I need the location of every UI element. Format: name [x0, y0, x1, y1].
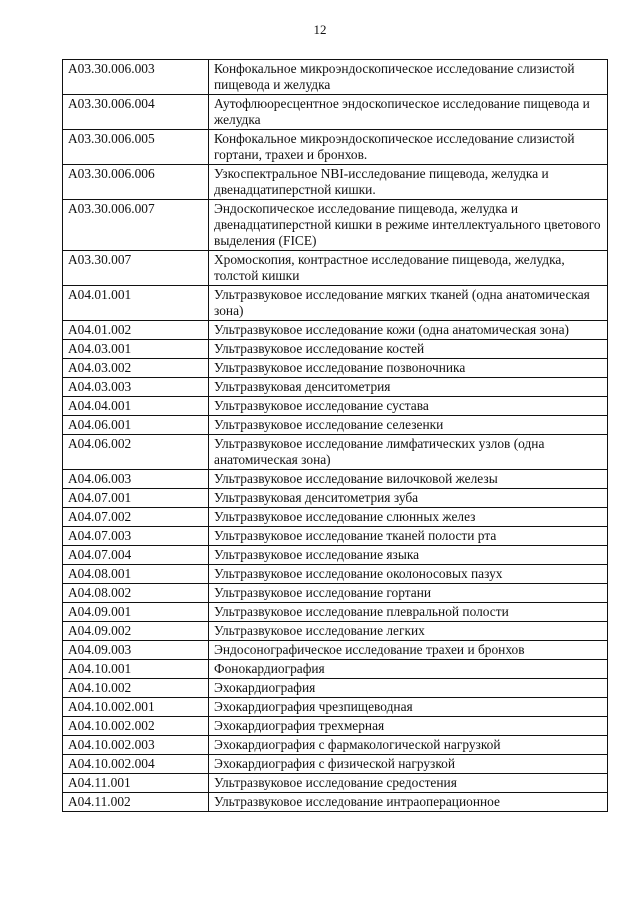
service-name-cell: Ультразвуковое исследование позвоночника	[209, 359, 608, 378]
service-name-cell: Ультразвуковое исследование слюнных желез	[209, 508, 608, 527]
service-name-cell: Ультразвуковое исследование языка	[209, 546, 608, 565]
table-row	[63, 435, 608, 470]
service-code-cell: A04.01.002	[63, 321, 209, 340]
service-name-cell: Ультразвуковое исследование лимфатических узлов (одна анатомическая зона)	[209, 435, 608, 470]
service-code-cell: A04.08.002	[63, 584, 209, 603]
service-name-cell: Ультразвуковое исследование мягких тканей (одна анатомическая зона)	[209, 286, 608, 321]
service-name-cell: Конфокальное микроэндоскопическое исследование слизистой гортани, трахеи и бронхов.	[209, 130, 608, 165]
service-name-cell: Ультразвуковое исследование околоносовых пазух	[209, 565, 608, 584]
service-name-cell: Ультразвуковая денситометрия зуба	[209, 489, 608, 508]
service-name-cell: Эхокардиография	[209, 679, 608, 698]
services-table	[62, 59, 608, 812]
table-row	[63, 416, 608, 435]
table-row	[63, 584, 608, 603]
table-row	[63, 660, 608, 679]
table-row	[63, 527, 608, 546]
service-name-cell: Ультразвуковое исследование селезенки	[209, 416, 608, 435]
table-row	[63, 60, 608, 95]
service-name-cell: Ультразвуковое исследование костей	[209, 340, 608, 359]
service-name-cell: Эхокардиография с физической нагрузкой	[209, 755, 608, 774]
table-row	[63, 359, 608, 378]
service-name-cell: Ультразвуковое исследование легких	[209, 622, 608, 641]
table-row	[63, 130, 608, 165]
service-code-cell: A04.04.001	[63, 397, 209, 416]
service-code-cell: A04.10.002.002	[63, 717, 209, 736]
service-code-cell: A04.10.001	[63, 660, 209, 679]
table-row	[63, 774, 608, 793]
service-name-cell: Аутофлюоресцентное эндоскопическое исследование пищевода и желудка	[209, 95, 608, 130]
table-row	[63, 641, 608, 660]
service-code-cell: A04.11.002	[63, 793, 209, 812]
service-code-cell: A03.30.006.003	[63, 60, 209, 95]
service-code-cell: A04.01.001	[63, 286, 209, 321]
service-name-cell: Узкоспектральное NBI-исследование пищевода, желудка и двенадцатиперстной кишки.	[209, 165, 608, 200]
service-code-cell: A04.11.001	[63, 774, 209, 793]
table-row	[63, 200, 608, 251]
table-row	[63, 565, 608, 584]
service-name-cell: Ультразвуковое исследование вилочковой железы	[209, 470, 608, 489]
service-name-cell: Эндоскопическое исследование пищевода, желудка и двенадцатиперстной кишки в режиме интеллектуального цветового выделения (FICE)	[209, 200, 608, 251]
service-code-cell: A04.07.004	[63, 546, 209, 565]
service-code-cell: A04.10.002.003	[63, 736, 209, 755]
service-code-cell: A04.10.002.004	[63, 755, 209, 774]
table-row	[63, 378, 608, 397]
service-code-cell: A03.30.006.007	[63, 200, 209, 251]
service-name-cell: Ультразвуковая денситометрия	[209, 378, 608, 397]
table-row	[63, 286, 608, 321]
service-code-cell: A04.03.001	[63, 340, 209, 359]
service-code-cell: A03.30.006.004	[63, 95, 209, 130]
service-code-cell: A04.06.001	[63, 416, 209, 435]
table-row	[63, 508, 608, 527]
table-row	[63, 717, 608, 736]
table-row	[63, 321, 608, 340]
service-name-cell: Ультразвуковое исследование тканей полости рта	[209, 527, 608, 546]
table-row	[63, 470, 608, 489]
service-code-cell: A04.09.001	[63, 603, 209, 622]
service-code-cell: A04.06.002	[63, 435, 209, 470]
service-code-cell: A03.30.006.005	[63, 130, 209, 165]
service-name-cell: Эхокардиография с фармакологической нагрузкой	[209, 736, 608, 755]
table-row	[63, 165, 608, 200]
service-name-cell: Ультразвуковое исследование кожи (одна анатомическая зона)	[209, 321, 608, 340]
table-row	[63, 698, 608, 717]
service-code-cell: A04.03.003	[63, 378, 209, 397]
table-row	[63, 793, 608, 812]
service-name-cell: Ультразвуковое исследование средостения	[209, 774, 608, 793]
service-code-cell: A04.07.003	[63, 527, 209, 546]
service-name-cell: Конфокальное микроэндоскопическое исследование слизистой пищевода и желудка	[209, 60, 608, 95]
service-name-cell: Ультразвуковое исследование гортани	[209, 584, 608, 603]
service-code-cell: A03.30.007	[63, 251, 209, 286]
service-name-cell: Ультразвуковое исследование сустава	[209, 397, 608, 416]
service-code-cell: A04.10.002.001	[63, 698, 209, 717]
table-row	[63, 736, 608, 755]
service-name-cell: Ультразвуковое исследование плевральной полости	[209, 603, 608, 622]
service-name-cell: Ультразвуковое исследование интраоперационное	[209, 793, 608, 812]
table-row	[63, 755, 608, 774]
table-row	[63, 95, 608, 130]
service-name-cell: Эндосонографическое исследование трахеи и бронхов	[209, 641, 608, 660]
table-row	[63, 546, 608, 565]
table-row	[63, 489, 608, 508]
service-code-cell: A04.07.002	[63, 508, 209, 527]
page-number: 12	[313, 22, 327, 37]
service-code-cell: A04.07.001	[63, 489, 209, 508]
service-code-cell: A04.08.001	[63, 565, 209, 584]
service-code-cell: A04.06.003	[63, 470, 209, 489]
table-row	[63, 251, 608, 286]
table-row	[63, 340, 608, 359]
table-row	[63, 679, 608, 698]
service-name-cell: Эхокардиография трехмерная	[209, 717, 608, 736]
service-name-cell: Эхокардиография чрезпищеводная	[209, 698, 608, 717]
service-code-cell: A04.09.002	[63, 622, 209, 641]
service-name-cell: Фонокардиография	[209, 660, 608, 679]
service-code-cell: A03.30.006.006	[63, 165, 209, 200]
table-row	[63, 622, 608, 641]
service-code-cell: A04.03.002	[63, 359, 209, 378]
table-row	[63, 397, 608, 416]
service-name-cell: Хромоскопия, контрастное исследование пищевода, желудка, толстой кишки	[209, 251, 608, 286]
service-code-cell: A04.10.002	[63, 679, 209, 698]
service-code-cell: A04.09.003	[63, 641, 209, 660]
table-row	[63, 603, 608, 622]
